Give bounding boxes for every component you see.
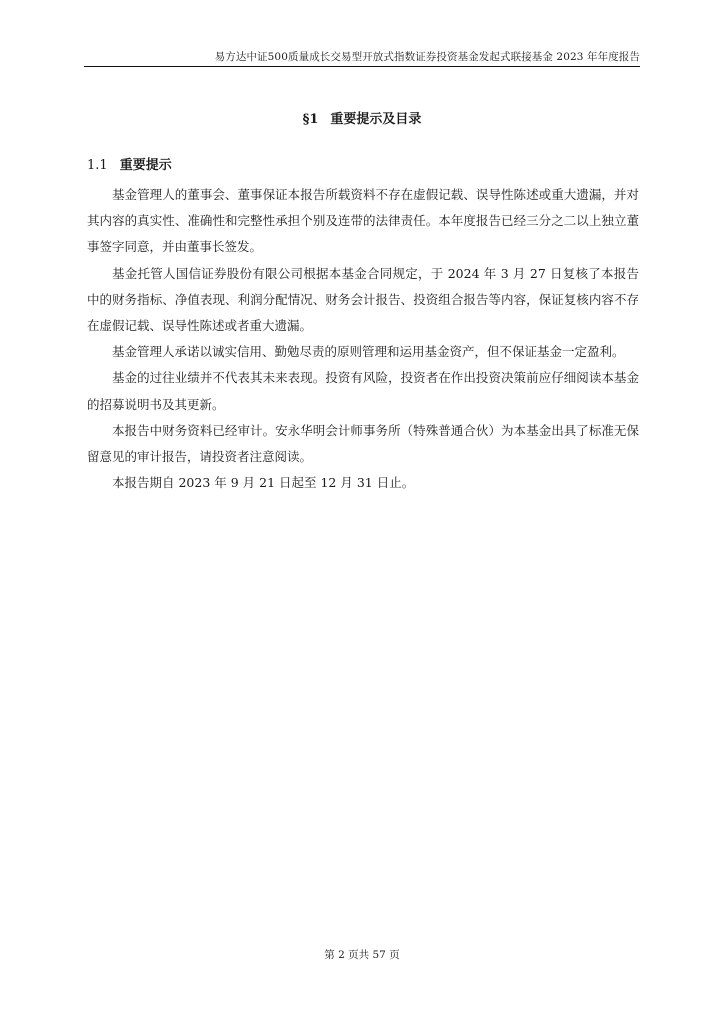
subsection-heading (87, 157, 172, 175)
paragraph: 本报告中财务资料已经审计。安永华明会计师事务所（特殊普通合伙）为本基金出具了标准无保留意见的审计报告，请投资者注意阅读。 (87, 422, 639, 465)
section-title: 重要提示及目录 (330, 112, 422, 127)
subsection-number: 1.1 (87, 158, 108, 173)
paragraph: 本报告期自 2023 年 9 月 21 日起至 12 月 31 日止。 (112, 475, 415, 491)
paragraph: 基金管理人承诺以诚实信用、勤勉尽责的原则管理和运用基金资产，但不保证基金一定盈利。 (112, 344, 625, 360)
running-header: 易方达中证500质量成长交易型开放式指数证券投资基金发起式联接基金 2023 年年度报告 (214, 51, 640, 63)
paragraph: 基金管理人的董事会、董事保证本报告所载资料不存在虚假记载、误导性陈述或重大遗漏，并对其内容的真实性、准确性和完整性承担个别及连带的法律责任。本年度报告已经三分之二以上独立董事签字同意，并由董事长签发。 (87, 187, 639, 255)
subsection-title: 重要提示 (119, 158, 172, 173)
section-heading (0, 111, 724, 129)
paragraph: 基金的过往业绩并不代表其未来表现。投资有风险，投资者在作出投资决策前应仔细阅读本基金的招募说明书及其更新。 (87, 370, 639, 412)
header-rule (84, 66, 640, 67)
body-text (87, 182, 639, 496)
section-number: §1 (302, 112, 319, 127)
page-footer: 第 2 页共 57 页 (324, 949, 400, 961)
paragraph: 基金托管人国信证券股份有限公司根据本基金合同规定，于 2024 年 3 月 27 日复核了本报告中的财务指标、净值表现、利润分配情况、财务会计报告、投资组合报告等内容，保证复核内容不存在虚假记载、误导性陈述或者重大遗漏。 (87, 265, 639, 334)
